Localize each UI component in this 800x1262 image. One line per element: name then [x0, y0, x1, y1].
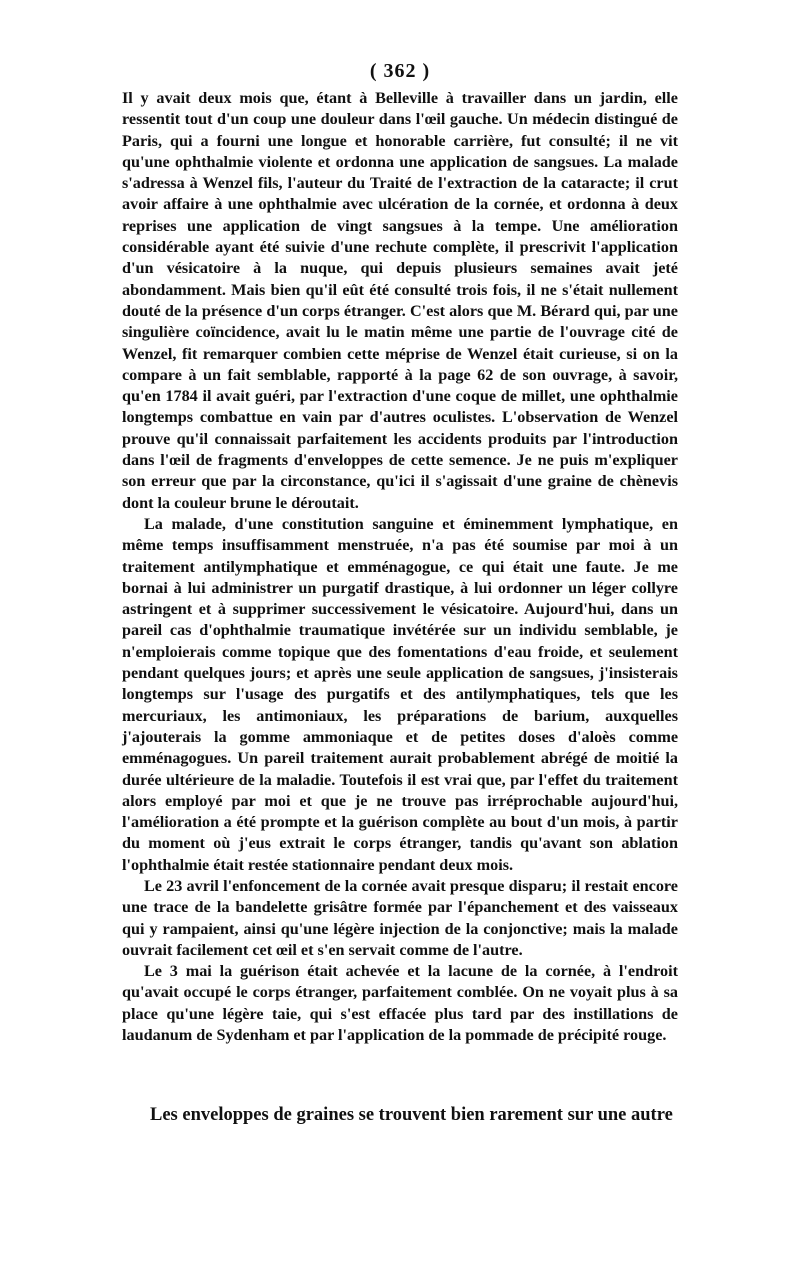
paragraph: Il y avait deux mois que, étant à Belleville à travailler dans un jardin, elle ressentit tout d'un coup une douleur dans l'œil gauche. Un médecin distingué de Paris, qui a fourni une longue et honorable carrière, fut consulté; il ne vit qu'une ophthalmie violente et ordonna une application de sangsues. La malade s'adressa à Wenzel fils, l'auteur du Traité de l'extraction de la cataracte; il crut avoir affaire à une ophthalmie avec ulcération de la cornée, et ordonna à deux reprises une application de vingt sangsues à la tempe. Une amélioration considérable ayant été suivie d'une rechute complète, il prescrivit l'application d'un vésicatoire à la nuque, qui depuis plusieurs semaines avait jeté abondamment. Mais bien qu'il eût été consulté trois fois, il ne s'était nullement douté de la présence d'un corps étranger. C'est alors que M. Bérard qui, par une singulière coïncidence, avait lu le matin même une partie de l'ouvrage cité de Wenzel, fit remarquer combien cette méprise de Wenzel était curieuse, si on la compare à un fait semblable, rapporté à la page 62 de son ouvrage, à savoir, qu'en 1784 il avait guéri, par l'extraction d'une coque de millet, une ophthalmie longtemps combattue en vain par d'autres oculistes. L'observation de Wenzel prouve qu'il connaissait parfaitement les accidents produits par l'introduction dans l'œil de fragments d'enveloppes de cette semence. Je ne puis m'expliquer son erreur que par la circonstance, qu'ici il s'agissait d'une graine de chènevis dont la couleur brune le déroutait. [122, 89, 678, 512]
paragraph: Le 3 mai la guérison était achevée et la lacune de la cornée, à l'endroit qu'avait occupé le corps étranger, parfaitement comblée. On ne voyait plus à sa place qu'une légère taie, qui s'est effacée plus tard par des instillations de laudanum de Sydenham et par l'application de la pommade de précipité rouge. [122, 962, 678, 1045]
closing-line: Les enveloppes de graines se trouvent bien rarement sur une autre [150, 1105, 673, 1125]
paragraph: Le 23 avril l'enfoncement de la cornée avait presque disparu; il restait encore une trace de la bandelette grisâtre formée par l'épanchement et des vaisseaux qui y rampaient, ainsi qu'une légère injection de la conjonctive; mais la malade ouvrait facilement cet œil et s'en servait comme de l'autre. [122, 876, 678, 959]
paragraph: La malade, d'une constitution sanguine et éminemment lymphatique, en même temps insuffisamment menstruée, n'a pas été soumise par moi à un traitement antilymphatique et emménagogue, ce qui était une faute. Je me bornai à lui administrer un purgatif drastique, à lui ordonner un léger collyre astringent et à supprimer successivement le vésicatoire. Aujourd'hui, dans un pareil cas d'ophthalmie traumatique invétérée sur un individu semblable, je n'emploierais comme topique que des fomentations d'eau froide, et seulement pendant quelques jours; et après une seule application de sangsues, j'insisterais longtemps sur l'usage des purgatifs et des antilymphatiques, tels que les mercuriaux, les antimoniaux, les préparations de barium, auxquelles j'ajouterais la gomme ammoniaque et de petites doses d'aloès comme emménagogues. Un pareil traitement aurait probablement abrégé de moitié la durée ultérieure de la maladie. Toutefois il est vrai que, par l'effet du traitement alors employé par moi et que je ne trouve pas irréprochable aujourd'hui, l'amélioration a été prompte et la guérison complète au bout d'un mois, à partir du moment où j'eus extrait le corps étranger, tandis qu'avant son ablation l'ophthalmie était restée stationnaire pendant deux mois. [122, 514, 678, 874]
page-number: ( 362 ) [369, 60, 431, 82]
body-text [122, 88, 678, 1046]
